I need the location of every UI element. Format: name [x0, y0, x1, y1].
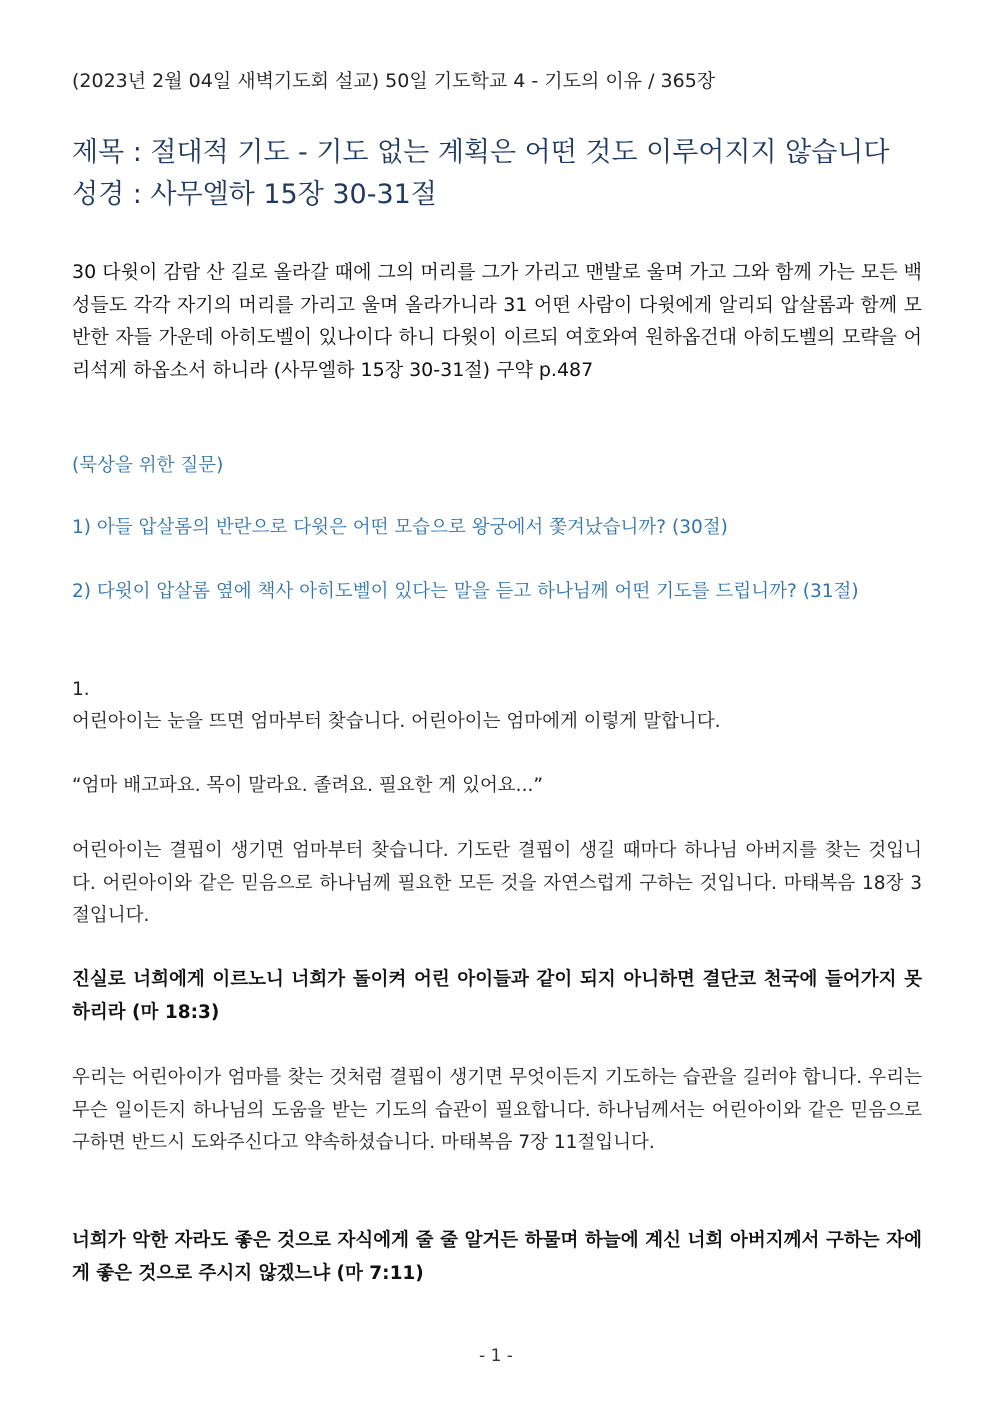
body-paragraph-2: 어린아이는 결핍이 생기면 엄마부터 찾습니다. 기도란 결핍이 생길 때마다 하나님 아버지를 찾는 것입니다. 어린아이와 같은 믿음으로 하나님께 필요한 모든 것을 자연스럽게 구하는 것입니다. 마태복음 18장 3절입니다. [72, 840, 922, 926]
sermon-header: (2023년 2월 04일 새벽기도회 설교) 50일 기도학교 4 - 기도의 이유 / 365장 [72, 70, 716, 92]
title-block [72, 132, 922, 216]
child-quote: “엄마 배고파요. 목이 말라요. 졸려요. 필요한 게 있어요...” [72, 775, 543, 796]
body-paragraph-1: 어린아이는 눈을 뜨면 엄마부터 찾습니다. 어린아이는 엄마에게 이렇게 말합니다. [72, 711, 721, 732]
section-number: 1. [72, 679, 90, 700]
sermon-title: 제목 : 절대적 기도 - 기도 없는 계획은 어떤 것도 이루어지지 않습니다 [72, 137, 890, 168]
scripture-passage: 30 다윗이 감람 산 길로 올라갈 때에 그의 머리를 그가 가리고 맨발로 울며 가고 그와 함께 가는 모든 백성들도 각각 자기의 머리를 가리고 울며 올라가니라 31 어떤 사람이 다윗에게 알리되 압살롬과 함께 모반한 자들 가운데 아히도벨이 있나이다 하니 다윗이 이르되 여호와여 원하옵건대 아히도벨의 모략을 어리석게 하옵소서 하니라 (사무엘하 15장 30-31절) 구약 p.487 [72, 261, 922, 381]
page-number: - 1 - [479, 1346, 513, 1366]
bible-verse-matthew-7-11: 너희가 악한 자라도 좋은 것으로 자식에게 줄 줄 알거든 하물며 하늘에 계신 너희 아버지께서 구하는 자에게 좋은 것으로 주시지 않겠느냐 (마 7:11) [72, 1230, 922, 1284]
meditation-heading: (묵상을 위한 질문) [72, 455, 224, 476]
meditation-question-2: 2) 다윗이 압살롬 옆에 책사 아히도벨이 있다는 말을 듣고 하나님께 어떤 기도를 드립니까? (31절) [72, 581, 859, 602]
scripture-reference: 성경 : 사무엘하 15장 30-31절 [72, 179, 437, 210]
body-paragraph-3: 우리는 어린아이가 엄마를 찾는 것처럼 결핍이 생기면 무엇이든지 기도하는 습관을 길러야 합니다. 우리는 무슨 일이든지 하나님의 도움을 받는 기도의 습관이 필요합니다. 하나님께서는 어린아이와 같은 믿음으로 구하면 반드시 도와주신다고 약속하셨습니다. 마태복음 7장 11절입니다. [72, 1067, 922, 1153]
bible-verse-matthew-18-3: 진실로 너희에게 이르노니 너희가 돌이켜 어린 아이들과 같이 되지 아니하면 결단코 천국에 들어가지 못하리라 (마 18:3) [72, 969, 922, 1023]
meditation-question-1: 1) 아들 압살롬의 반란으로 다윗은 어떤 모습으로 왕궁에서 쫓겨났습니까? (30절) [72, 517, 728, 538]
